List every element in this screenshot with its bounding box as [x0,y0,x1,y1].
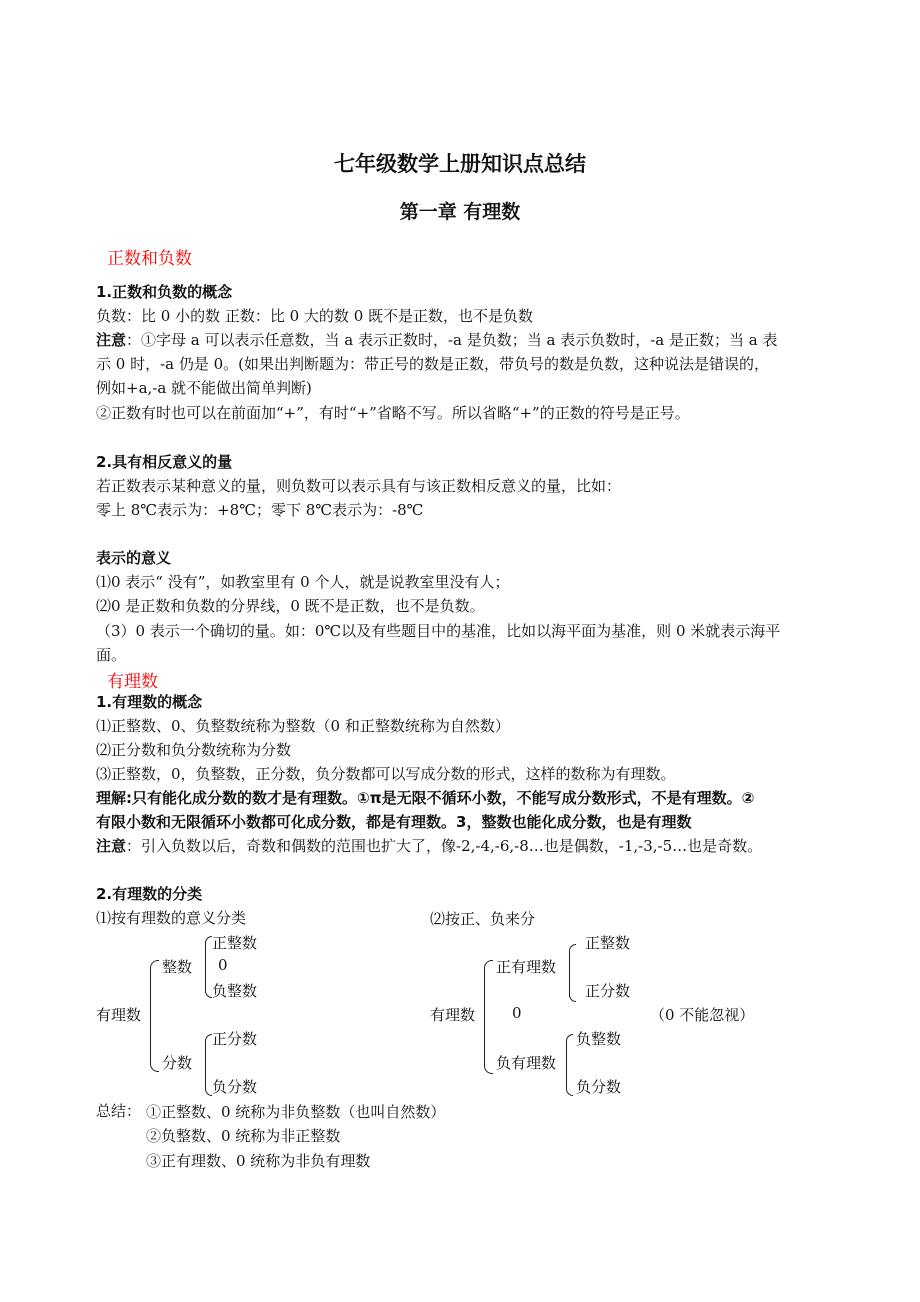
tree-leaf: 负整数 [212,982,258,1000]
chapter-title: 第一章 有理数 [399,201,521,223]
text-line: ⑶正整数，0，负整数，正分数，负分数都可以写成分数的形式，这样的数称为有理数。 [96,765,676,783]
tree-node: 正有理数 [496,958,557,976]
note-line: 注意：引入负数以后，奇数和偶数的范围也扩大了，像-2,-4,-6,-8…也是偶数，-1,-3,-5…也是奇数。 [96,837,763,855]
brace [569,944,576,1002]
tree-node: 整数 [162,958,193,976]
text-line: ⑴正整数、0、负整数统称为整数（0 和正整数统称为自然数） [96,717,510,735]
tree-leaf: 正分数 [585,982,631,1000]
brace [205,1034,212,1096]
tree-leaf: 0 [512,1004,522,1022]
text-line: 负数：比 0 小的数 正数：比 0 大的数 0 既不是正数，也不是负数 [96,307,534,325]
brace [566,1034,573,1096]
summary-item: ②负整数、0 统称为非正整数 [146,1127,341,1145]
subheading-classification: 2.有理数的分类 [96,885,203,903]
note-label: 注意 [96,331,127,349]
summary-label: 总结： [96,1102,142,1120]
text-line: 面。 [96,646,127,664]
text-line: 零上 8℃表示为：+8℃；零下 8℃表示为：-8℃ [96,501,424,519]
text-line: 例如+a,-a 就不能做出简单判断) [96,379,312,397]
document-title: 七年级数学上册知识点总结 [334,152,586,176]
tree-leaf: 正分数 [212,1030,258,1048]
section-heading-positive-negative: 正数和负数 [107,249,192,269]
brace [484,960,493,1074]
text-line: ⑵0 是正数和负数的分界线，0 既不是正数，也不是负数。 [96,597,485,615]
tree-leaf: 负分数 [212,1078,258,1096]
note-line: 注意：①字母 a 可以表示任意数，当 a 表示正数时，-a 是负数；当 a 表示负数时，-a 是正数；当 a 表 [96,331,778,349]
tree-leaf: 负分数 [576,1078,622,1096]
tree-root: 有理数 [430,1006,476,1024]
text-line: （3）0 表示一个确切的量。如：0℃以及有些题目中的基准，比如以海平面为基准，则 0 米就表示海平 [96,622,781,640]
tree-leaf: 正整数 [212,934,258,952]
text-line: 示 0 时，-a 仍是 0。(如果出判断题为：带正号的数是正数，带负号的数是负数，这种说法是错误的， [96,355,770,373]
tree-leaf: 负整数 [576,1030,622,1048]
subheading-concept: 1.正数和负数的概念 [96,283,233,301]
text-line: ⑵正分数和负分数统称为分数 [96,741,292,759]
tree-node: 分数 [162,1054,193,1072]
summary-item: ③正有理数、0 统称为非负有理数 [146,1152,371,1170]
section-heading-rational: 有理数 [107,672,158,692]
tree-leaf: 正整数 [585,934,631,952]
tree-leaf: 0 [218,956,228,974]
text-line: ②正数有时也可以在前面加“+”，有时“+”省略不写。所以省略“+”的正数的符号是正号。 [96,404,690,422]
classification-caption-left: ⑴按有理数的意义分类 [96,909,247,927]
brace [150,960,159,1072]
subheading-rational-concept: 1.有理数的概念 [96,693,203,711]
summary-item: ①正整数、0 统称为非负整数（也叫自然数） [146,1103,446,1121]
subheading-opposite: 2.具有相反意义的量 [96,453,233,471]
subheading-meaning: 表示的意义 [96,549,172,567]
tree-root: 有理数 [96,1006,142,1024]
text-line: 若正数表示某种意义的量，则负数可以表示具有与该正数相反意义的量，比如： [96,477,622,495]
classification-caption-right: ⑵按正、负来分 [430,910,536,928]
text-line: ⑴0 表示“ 没有”，如教室里有 0 个人，就是说教室里没有人； [96,573,510,591]
zero-note: （0 不能忽视） [650,1006,755,1024]
brace [205,936,212,998]
tree-node: 负有理数 [496,1054,557,1072]
understand-line: 有限小数和无限循环小数都可化成分数，都是有理数。3，整数也能化成分数，也是有理数 [96,813,692,831]
note-label: 注意 [96,837,127,855]
understand-line: 理解:只有能化成分数的数才是有理数。①π是无限不循环小数，不能写成分数形式，不是有理数。② [96,789,755,807]
